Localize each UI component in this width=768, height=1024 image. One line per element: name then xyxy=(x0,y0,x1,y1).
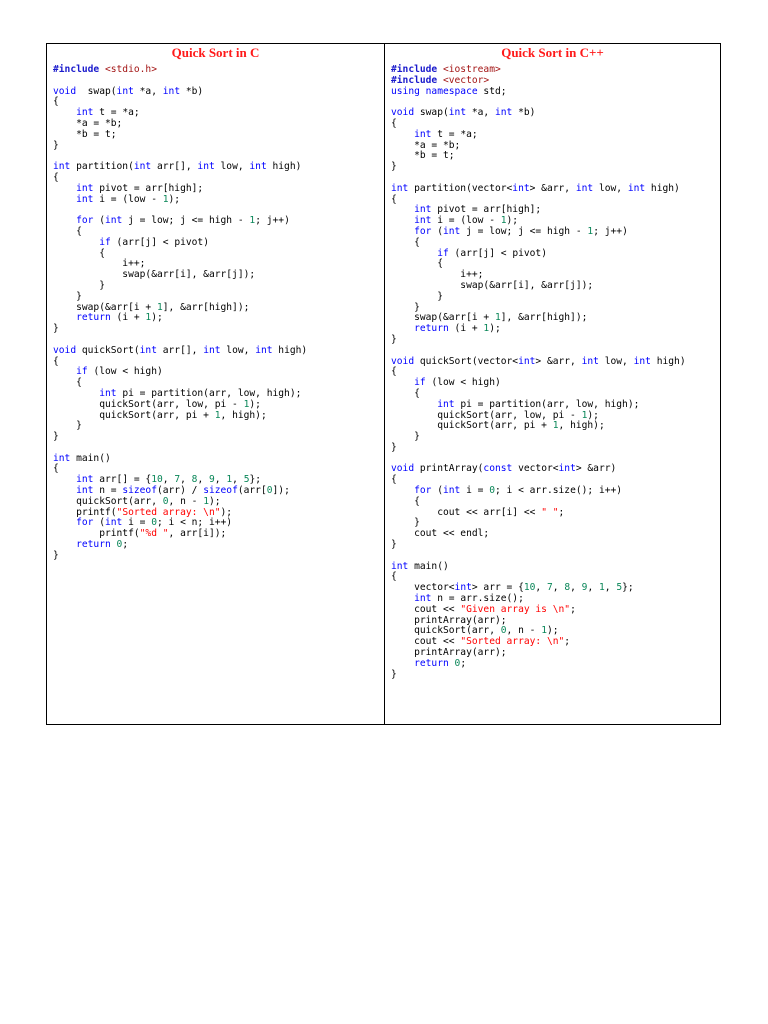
code-line: return (i + 1); xyxy=(76,312,163,324)
code-line: cout << endl; xyxy=(391,528,490,540)
code-line: { xyxy=(53,225,82,237)
code-line: { xyxy=(391,117,397,129)
code-line: { xyxy=(391,366,397,378)
cpp-column-title: Quick Sort in C++ xyxy=(501,45,604,60)
c-column-title: Quick Sort in C xyxy=(171,45,260,60)
code-line: #include <iostream> xyxy=(391,64,501,75)
code-line: { xyxy=(53,463,59,475)
code-line: void swap(int *a, int *b) xyxy=(53,85,204,97)
code-line: } xyxy=(391,431,420,443)
code-line: { xyxy=(53,355,59,367)
code-line: } xyxy=(391,333,397,345)
code-line: int n = arr.size(); xyxy=(414,593,524,605)
code-line: } xyxy=(391,301,420,313)
c-code-block xyxy=(47,61,384,562)
code-line: int n = sizeof(arr) / sizeof(arr[0]); xyxy=(76,485,290,497)
code-line: } xyxy=(53,139,59,151)
code-line: } xyxy=(53,420,82,432)
code-line: { xyxy=(391,193,397,205)
code-line: return 0; xyxy=(414,657,467,669)
code-line: if (arr[j] < pivot) xyxy=(99,236,209,248)
code-line: using namespace std; xyxy=(391,85,507,97)
code-line: { xyxy=(53,171,59,183)
code-line: cout << arr[i] << " "; xyxy=(391,506,565,518)
code-line: int pi = partition(arr, low, high); xyxy=(437,398,640,410)
cpp-column xyxy=(385,44,720,724)
code-line: { xyxy=(391,387,420,399)
code-line: { xyxy=(391,258,443,270)
code-line: i++; xyxy=(391,269,484,281)
code-line: vector<int> arr = {10, 7, 8, 9, 1, 5}; xyxy=(391,582,634,594)
code-line: int main() xyxy=(53,452,111,464)
code-line: #include <vector> xyxy=(391,74,490,86)
code-line: } xyxy=(391,517,420,529)
cpp-code-block xyxy=(385,61,720,680)
code-line: printArray(arr); xyxy=(391,647,507,659)
code-line: { xyxy=(391,495,420,507)
code-line: cout << "Sorted array: \n"; xyxy=(391,636,571,648)
code-line: swap(&arr[i + 1], &arr[high]); xyxy=(391,312,588,324)
code-line: int pivot = arr[high]; xyxy=(76,182,204,194)
code-line: quickSort(arr, pi + 1, high); xyxy=(391,420,605,432)
code-line: quickSort(arr, low, pi - 1); xyxy=(53,398,261,410)
code-line: quickSort(arr, 0, n - 1); xyxy=(53,495,221,507)
comparison-table xyxy=(46,43,721,725)
code-line: } xyxy=(391,161,397,173)
code-line: for (int j = low; j <= high - 1; j++) xyxy=(76,215,290,227)
code-line: quickSort(arr, low, pi - 1); xyxy=(391,409,599,421)
code-line: i++; xyxy=(53,258,146,270)
code-line: if (arr[j] < pivot) xyxy=(437,247,547,259)
code-line: { xyxy=(391,474,397,486)
code-line: void quickSort(int arr[], int low, int high) xyxy=(53,344,308,356)
code-line: for (int j = low; j <= high - 1; j++) xyxy=(414,225,628,237)
code-line: int i = (low - 1); xyxy=(414,215,519,227)
code-line: int pi = partition(arr, low, high); xyxy=(99,387,302,399)
code-line: { xyxy=(53,377,82,389)
code-line: for (int i = 0; i < n; i++) xyxy=(76,517,233,529)
code-line: void quickSort(vector<int> &arr, int low, int high) xyxy=(391,355,686,367)
code-line: quickSort(arr, 0, n - 1); xyxy=(391,625,559,637)
code-line: swap(&arr[i], &arr[j]); xyxy=(53,269,256,281)
code-line: return (i + 1); xyxy=(414,323,501,335)
code-line: for (int i = 0; i < arr.size(); i++) xyxy=(414,485,623,497)
code-line: { xyxy=(391,571,397,583)
code-line: #include <stdio.h> xyxy=(53,64,157,75)
code-line: printf("Sorted array: \n"); xyxy=(53,506,233,518)
code-line: quickSort(arr, pi + 1, high); xyxy=(53,409,267,421)
code-line: if (low < high) xyxy=(76,366,163,378)
code-line: swap(&arr[i + 1], &arr[high]); xyxy=(53,301,250,313)
c-column xyxy=(47,44,385,724)
code-line: } xyxy=(53,290,82,302)
code-line: int pivot = arr[high]; xyxy=(414,204,542,216)
code-line: cout << "Given array is \n"; xyxy=(391,603,576,615)
code-line: } xyxy=(391,668,397,680)
code-line: } xyxy=(391,441,397,453)
code-line: int t = *a; xyxy=(414,128,478,140)
code-line: if (low < high) xyxy=(414,377,501,389)
code-line: { xyxy=(391,236,420,248)
code-line: *b = t; xyxy=(391,150,455,162)
code-line: } xyxy=(53,431,59,443)
code-line: int main() xyxy=(391,560,449,572)
code-line: *a = *b; xyxy=(391,139,461,151)
code-line: int partition(vector<int> &arr, int low, int high) xyxy=(391,182,680,194)
code-line: int t = *a; xyxy=(76,107,140,119)
code-line: *b = t; xyxy=(53,128,117,140)
code-line: return 0; xyxy=(76,539,129,551)
code-line: int arr[] = {10, 7, 8, 9, 1, 5}; xyxy=(76,474,262,486)
code-line: void printArray(const vector<int> &arr) xyxy=(391,463,617,475)
code-line: void swap(int *a, int *b) xyxy=(391,107,536,119)
code-line: int partition(int arr[], int low, int high) xyxy=(53,161,302,173)
code-line: } xyxy=(53,279,105,291)
code-line: } xyxy=(53,323,59,335)
code-line: *a = *b; xyxy=(53,117,123,129)
code-line: printf("%d ", arr[i]); xyxy=(53,528,227,540)
code-line: } xyxy=(391,539,397,551)
code-line: { xyxy=(53,96,59,108)
code-line: } xyxy=(391,290,443,302)
code-line: swap(&arr[i], &arr[j]); xyxy=(391,279,594,291)
code-line: { xyxy=(53,247,105,259)
code-line: printArray(arr); xyxy=(391,614,507,626)
code-line: } xyxy=(53,549,59,561)
code-line: int i = (low - 1); xyxy=(76,193,181,205)
